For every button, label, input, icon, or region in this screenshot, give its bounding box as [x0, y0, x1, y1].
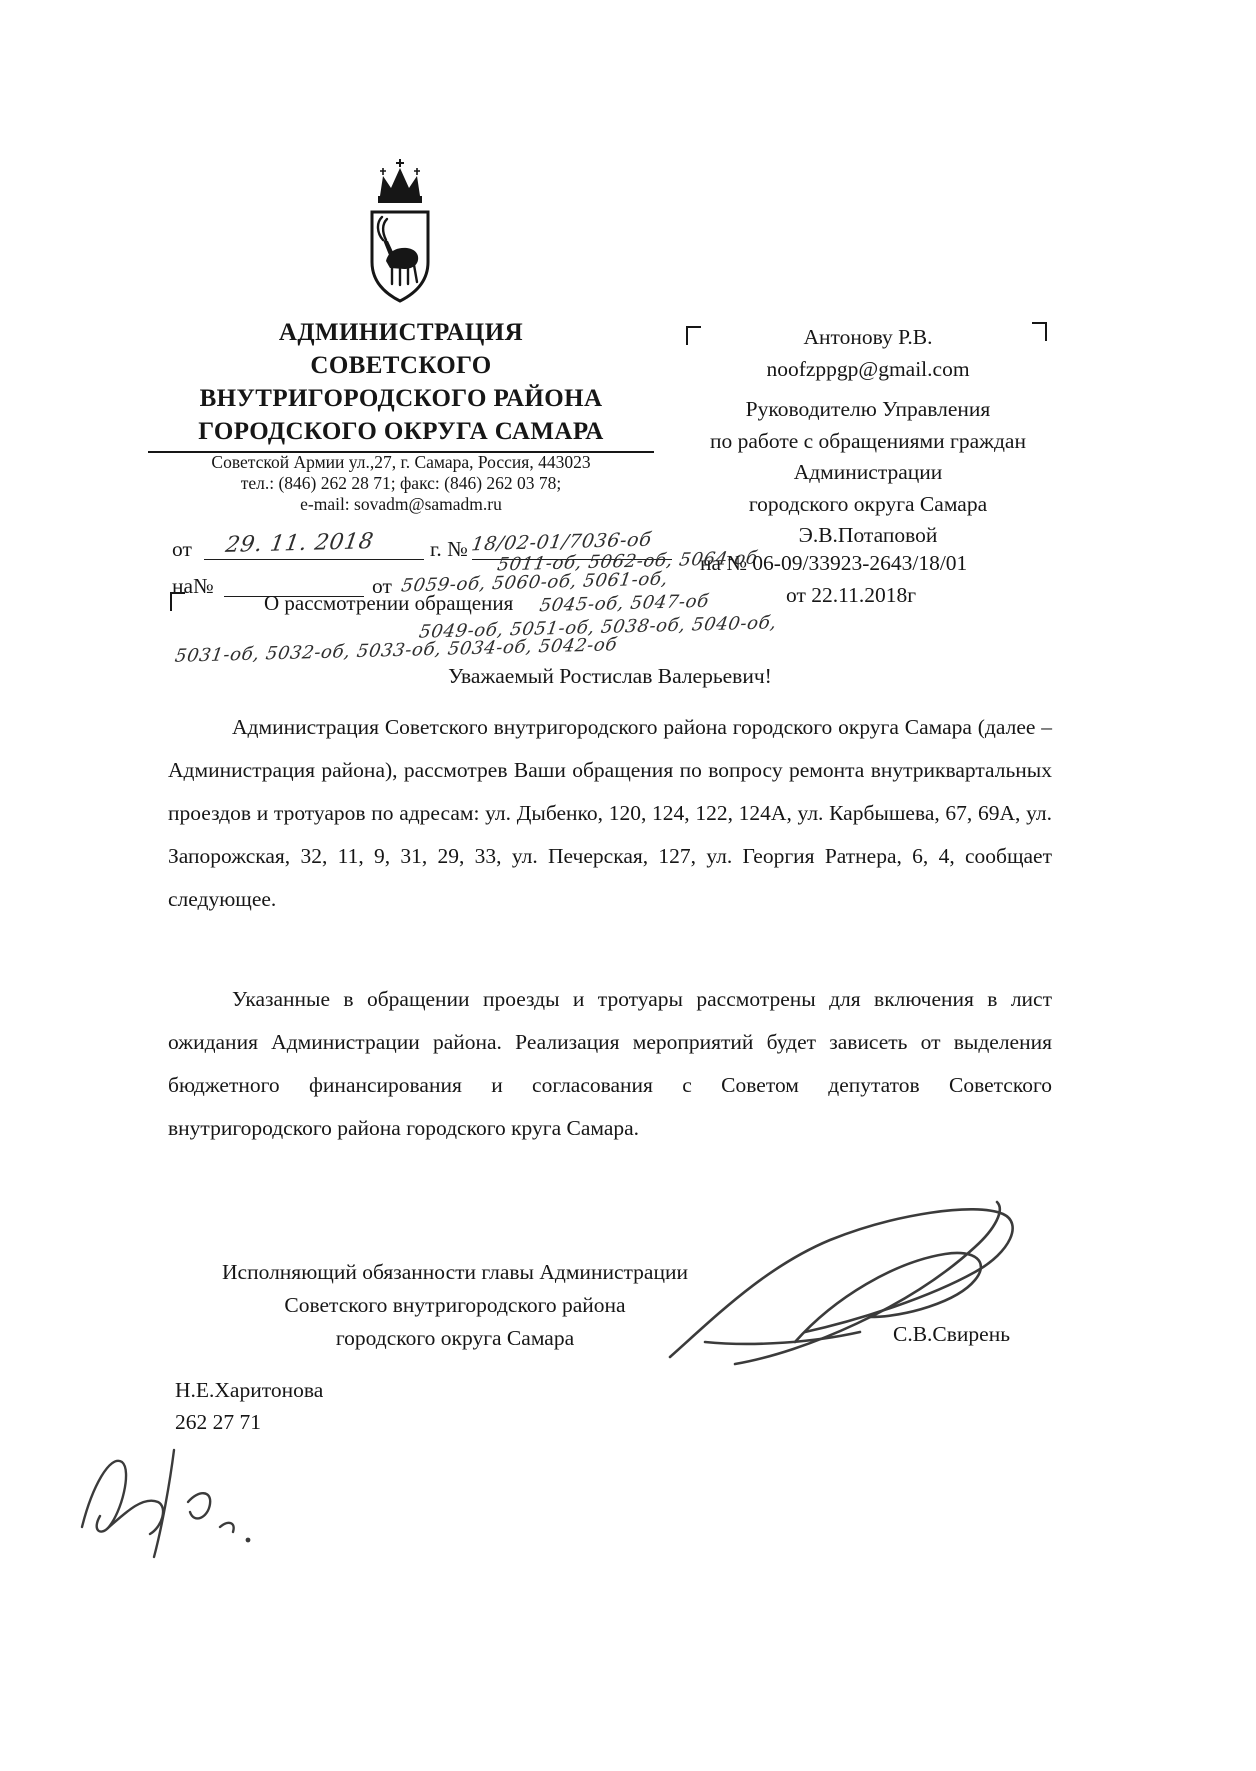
org-name-line-4: ГОРОДСКОГО ОКРУГА САМАРА: [148, 415, 654, 453]
recipient-line-5: Э.В.Потаповой: [798, 523, 938, 547]
sender-address-block: [148, 452, 654, 515]
incoming-from-label: от: [372, 574, 392, 598]
incoming-ref-label: на№: [172, 574, 214, 598]
handwritten-refs-line-4: 5049-об, 5051-об, 5038-об, 5040-об,: [417, 612, 779, 643]
body-paragraph-2: Указанные в обращении проезды и тротуары рассмотрены для включения в лист ожидания Администрации района. Реализация мероприятий будет зависеть от выделения бюджетного финансирования и согласования с Советом депутатов Советского внутригородского района городского круга Самара.: [168, 987, 1052, 1140]
handwritten-refs-line-3: 5045-об, 5047-об: [538, 590, 711, 617]
executor-signature-scribble: [70, 1432, 290, 1582]
signatory-name: С.В.Свирень: [893, 1322, 1011, 1346]
handwritten-refs-line-2: 5059-об, 5060-об, 5061-об,: [399, 568, 670, 597]
subject-line: О рассмотрении обращения: [264, 591, 514, 615]
recipient-block: [648, 322, 1088, 552]
body-paragraph-1: Администрация Советского внутригородского района городского округа Самара (далее – Администрация района), рассмотрев Ваши обращения по вопросу ремонта внутриквартальных проездов и тротуаров по адресам: ул. Дыбенко, 120, 124, 122, 124А, ул. Карбышева, 67, 69А, ул. Запорожская, 32, 11, 9, 31, 29, 33, ул. Печерская, 127, ул. Георгия Ратнера, 6, 4, сообщает следующее.: [168, 715, 1052, 911]
outgoing-date-handwritten: 29. 11. 2018: [223, 529, 376, 558]
org-name-line-2: СОВЕТСКОГО: [310, 352, 492, 379]
goat-icon: [378, 217, 418, 285]
recipient-line-4: городского округа Самара: [748, 491, 988, 516]
signatory-position-line-2: Советского внутригородского района: [284, 1293, 626, 1317]
org-name-line-3: ВНУТРИГОРОДСКОГО РАЙОНА: [199, 385, 603, 412]
recipient-email: noofzppgp@gmail.com: [766, 356, 970, 381]
executor-phone: 262 27 71: [175, 1410, 261, 1434]
coat-of-arms-emblem: [352, 156, 448, 306]
salutation: Уважаемый Ростислав Валерьевич!: [448, 664, 772, 688]
recipient-name: Антонову Р.В.: [803, 325, 933, 349]
outgoing-number-label: г. №: [430, 537, 468, 561]
recipient-ref-number: на № 06-09/33923-2643/18/01: [700, 551, 968, 575]
org-name-line-1: АДМИНИСТРАЦИЯ: [278, 319, 524, 346]
sender-org-block: [148, 316, 654, 453]
handwritten-refs-line-1: 5011-об, 5062-об, 5064-об: [495, 547, 760, 576]
signatory-position-block: [172, 1256, 738, 1355]
recipient-line-3: Администрации: [793, 460, 943, 484]
outgoing-number-handwritten: 18/02-01/7036-об: [469, 528, 654, 556]
crown-icon: [378, 159, 422, 203]
outgoing-date-underline: [204, 531, 424, 560]
sender-address-line: Советской Армии ул.,27, г. Самара, Россия, 443023: [211, 452, 591, 472]
signatory-position-line-3: городского округа Самара: [335, 1326, 575, 1350]
recipient-spacer: [648, 385, 1088, 394]
executor-name: Н.Е.Харитонова: [175, 1378, 324, 1402]
signatory-position-line-1: Исполняющий обязанности главы Администрации: [222, 1260, 688, 1284]
sender-phone-line: тел.: (846) 262 28 71; факс: (846) 262 03 78;: [240, 473, 562, 493]
recipient-line-2: по работе с обращениями граждан: [710, 428, 1026, 453]
recipient-ref-date: от 22.11.2018г: [786, 583, 917, 607]
subject-corner-bracket: [170, 592, 185, 611]
recipient-line-1: Руководителю Управления: [745, 397, 991, 421]
outgoing-from-label: от: [172, 537, 192, 561]
sender-email-line: e-mail: sovadm@samadm.ru: [300, 494, 502, 514]
handwritten-refs-line-5: 5031-об, 5032-об, 5033-об, 5034-об, 5042-об: [173, 634, 619, 667]
